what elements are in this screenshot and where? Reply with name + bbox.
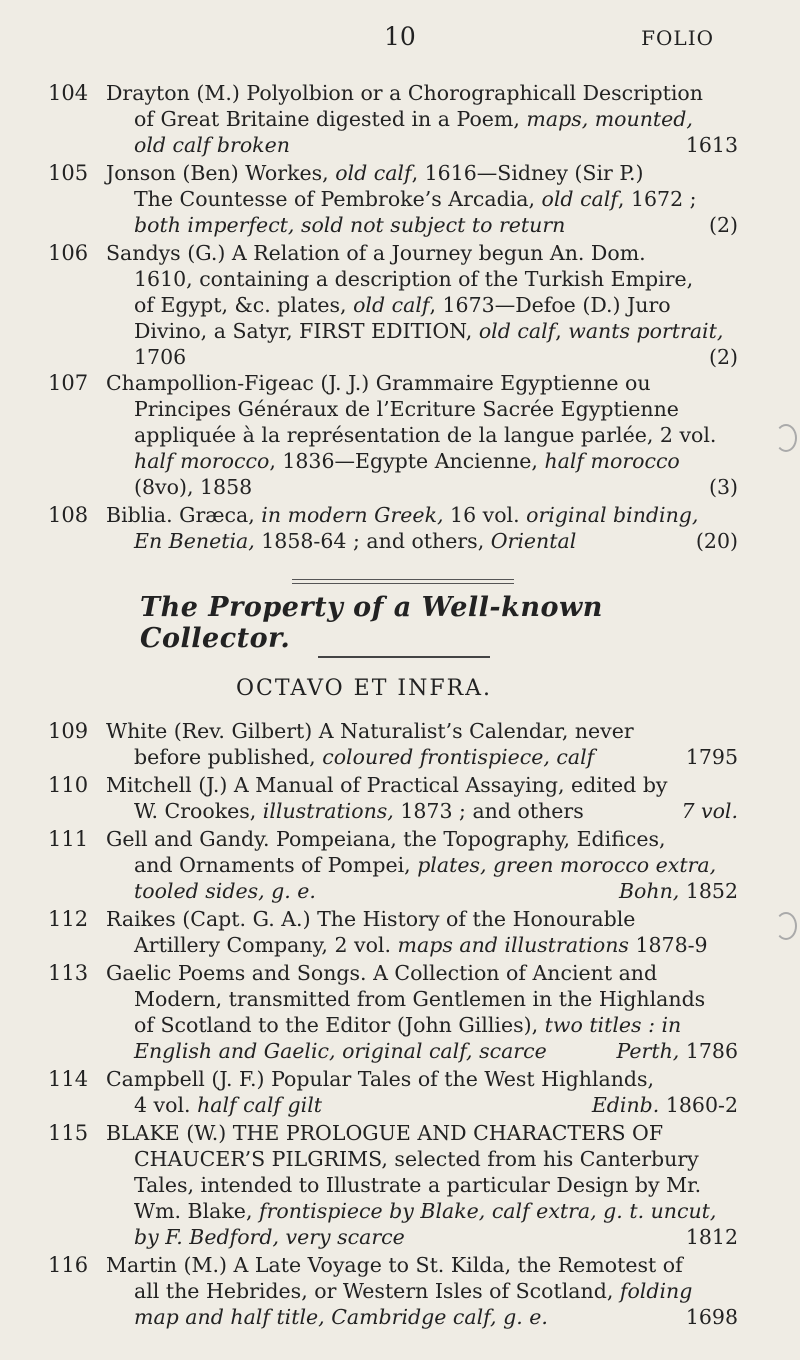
lot-title-line: Gaelic Poems and Songs. A Collection of Ancient and [106,961,658,985]
lot-final-text: English and Gaelic, original calf, scarce [134,1039,547,1063]
lot-final-line [106,474,738,500]
catalogue-lot [48,826,738,904]
lot-date-or-count: 1812 [685,1225,738,1249]
lot-description [106,502,738,554]
page-header [0,22,800,62]
lot-description [106,718,738,770]
lot-number: 116 [48,1253,89,1277]
lot-final-text: map and half title, Cambridge calf, g. e. [134,1305,548,1329]
lot-date-or-count: (3) [708,475,738,499]
lot-title-line: Drayton (M.) Polyolbion or a Chorographicall Description [106,81,703,105]
catalogue-lot [48,160,738,238]
lot-text-line: Divino, a Satyr, FIRST EDITION, old calf, wants portrait, [134,319,724,343]
lot-date-or-count: 1613 [685,133,738,157]
lot-final-text: old calf broken [134,133,290,157]
lot-description [106,1252,738,1330]
subheading: OCTAVO ET INFRA. [236,676,493,701]
lot-final-text: En Benetia, 1858-64 ; and others, Oriental [134,529,577,553]
lot-final-line [106,132,738,158]
lot-description [106,80,738,158]
lot-title-line: White (Rev. Gilbert) A Naturalist’s Calendar, never [106,719,634,743]
catalogue-lot [48,1252,738,1330]
lot-text-line: all the Hebrides, or Western Isles of Scotland, folding [134,1279,693,1303]
lot-final-line [106,1304,738,1330]
lot-final-line [106,1038,738,1064]
lot-final-text: tooled sides, g. e. [134,879,316,903]
lot-title-line: Biblia. Græca, in modern Greek, 16 vol. original binding, [106,503,699,527]
lot-text-line: Principes Généraux de l’Ecriture Sacrée Egyptienne [134,397,679,421]
lot-date-or-count: (2) [708,345,738,369]
lot-title-line: Jonson (Ben) Workes, old calf, 1616—Sidney (Sir P.) [106,161,644,185]
lot-description [106,826,738,904]
lot-text-line: of Scotland to the Editor (John Gillies), two titles : in [134,1013,682,1037]
lot-title-line: Mitchell (J.) A Manual of Practical Assaying, edited by [106,773,668,797]
lot-text-line: Modern, transmitted from Gentlemen in the Highlands [134,987,706,1011]
catalogue-lot [48,1066,738,1118]
lot-final-line [106,798,738,824]
section-divider [318,656,490,660]
lot-title-line: BLAKE (W.) THE PROLOGUE AND CHARACTERS OF [106,1121,664,1145]
catalogue-lot [48,502,738,554]
lot-number: 105 [48,161,89,185]
catalogue-lot [48,1120,738,1250]
lot-final-line [106,212,738,238]
lot-text-line: appliquée à la représentation de la langue parlée, 2 vol. [134,423,717,447]
lot-description [106,160,738,238]
catalogue-lot [48,718,738,770]
lot-number: 109 [48,719,89,743]
lot-date-or-count: (2) [708,213,738,237]
lot-title-line: Champollion-Figeac (J. J.) Grammaire Egyptienne ou [106,371,651,395]
catalogue-lot [48,960,738,1064]
lot-text-line: half morocco, 1836—Egypte Ancienne, half morocco [134,449,680,473]
lot-text-line: 1610, containing a description of the Turkish Empire, [134,267,694,291]
lot-final-text: 4 vol. half calf gilt [134,1093,322,1117]
lot-text-line: of Egypt, &c. plates, old calf, 1673—Defoe (D.) Juro [134,293,671,317]
lot-final-text: both imperfect, sold not subject to return [134,213,566,237]
lot-description [106,1066,738,1118]
lot-final-line [106,744,738,770]
lot-date-or-count: Perth, 1786 [616,1039,738,1063]
lot-final-line [106,1224,738,1250]
catalogue-lot [48,370,738,500]
lot-description [106,772,738,824]
lot-number: 108 [48,503,89,527]
lot-number: 113 [48,961,89,985]
lot-date-or-count: Edinb. 1860-2 [591,1093,738,1117]
lot-description [106,240,738,370]
lot-number: 110 [48,773,89,797]
lot-number: 106 [48,241,89,265]
lot-final-line [106,344,738,370]
lot-title-line: Raikes (Capt. G. A.) The History of the Honourable [106,907,636,931]
catalogue-lot [48,906,738,958]
catalogue-lot [48,240,738,370]
section-title: The Property of a Well-known Collector. [140,592,603,654]
lot-text-line: and Ornaments of Pompei, plates, green morocco extra, [134,853,717,877]
lot-description [106,370,738,500]
binding-hole-icon [775,424,797,452]
lot-date-or-count: 1698 [685,1305,738,1329]
lot-number: 104 [48,81,89,105]
page-number: 10 [384,22,416,51]
lot-number: 107 [48,371,89,395]
lot-date-or-count: 7 vol. [681,799,738,823]
catalogue-lot [48,772,738,824]
lot-description [106,960,738,1064]
lot-description [106,1120,738,1250]
lot-text-line: The Countesse of Pembroke’s Arcadia, old calf, 1672 ; [134,187,697,211]
lot-number: 112 [48,907,89,931]
lot-title-line: Gell and Gandy. Pompeiana, the Topography, Edifices, [106,827,666,851]
lot-description [106,906,738,958]
lot-final-text: (8vo), 1858 [134,475,253,499]
lot-text-line: Wm. Blake, frontispiece by Blake, calf extra, g. t. uncut, [134,1199,717,1223]
lot-number: 111 [48,827,89,851]
lot-date-or-count: (20) [695,529,738,553]
lot-date-or-count: 1795 [685,745,738,769]
binding-hole-icon [775,912,797,940]
lot-text-line: Tales, intended to Illustrate a particular Design by Mr. [134,1173,702,1197]
lot-final-text: before published, coloured frontispiece, calf [134,745,595,769]
lot-title-line: Martin (M.) A Late Voyage to St. Kilda, the Remotest of [106,1253,683,1277]
lot-final-line [106,1092,738,1118]
section-divider-double [292,579,514,584]
lot-number: 114 [48,1067,89,1091]
lot-text-line: of Great Britaine digested in a Poem, maps, mounted, [134,107,693,131]
lot-final-line [106,878,738,904]
lot-text-line: CHAUCER’S PILGRIMS, selected from his Canterbury [134,1147,699,1171]
lot-final-line [106,528,738,554]
lot-number: 115 [48,1121,89,1145]
lot-final-text: by F. Bedford, very scarce [134,1225,405,1249]
lot-final-text: 1706 [134,345,187,369]
lot-date-or-count: Bohn, 1852 [618,879,738,903]
lot-title-line: Sandys (G.) A Relation of a Journey begun An. Dom. [106,241,646,265]
lot-final-line [106,932,738,958]
catalogue-lot [48,80,738,158]
lot-final-text: W. Crookes, illustrations, 1873 ; and others [134,799,584,823]
lot-title-line: Campbell (J. F.) Popular Tales of the West Highlands, [106,1067,655,1091]
lot-final-text: Artillery Company, 2 vol. maps and illustrations 1878-9 [134,933,708,957]
folio-label: FOLIO [641,26,714,50]
